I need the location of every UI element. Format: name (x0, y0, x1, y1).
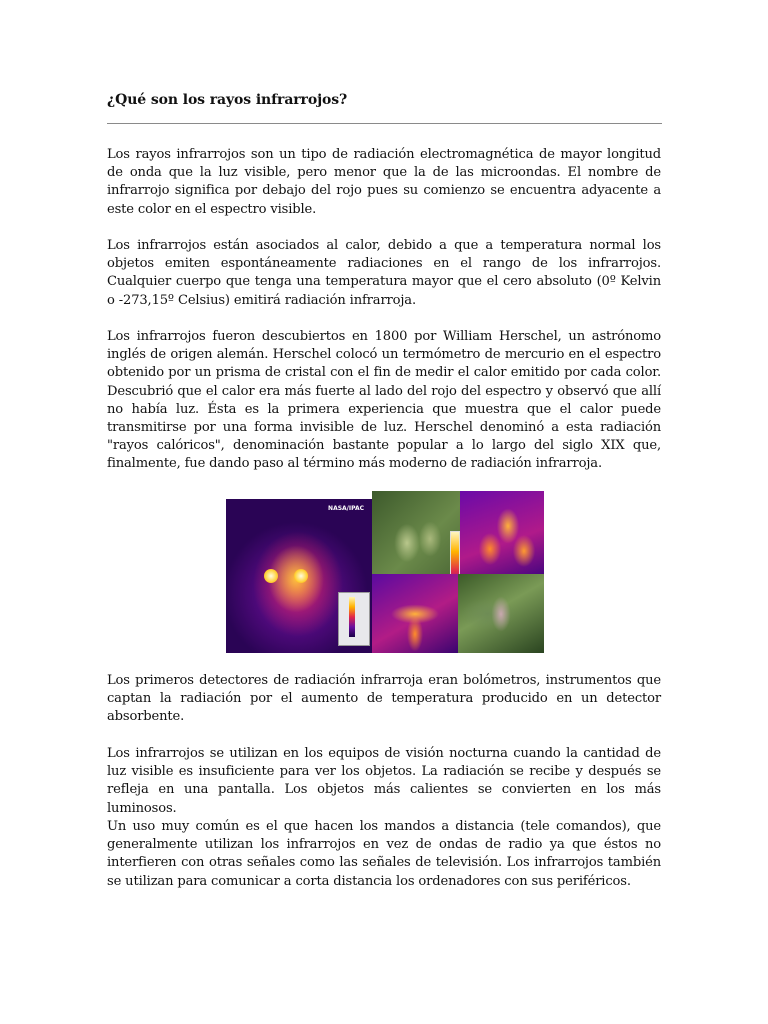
paragraph-3: Los infrarrojos fueron descubiertos en 1800 por William Herschel, un astrónomo inglés de origen alemán. Herschel colocó un termómetro de mercurio en el espectro obtenido por un prisma de cristal con el fin de medir el calor emitido por cada color. Descubrió que el calor era más fuerte al lado del rojo del espectro y observó que allí no había luz. Ésta es la primera experiencia que muestra que el calor puede transmitirse por una forma invisible de luz. Herschel denominó a esta radiación "rayos calóricos", denominación bastante popular a lo largo del siglo XIX que, finalmente, fue dando paso al término más moderno de radiación infrarroja. (107, 329, 661, 472)
temperature-scale (338, 592, 370, 646)
pine-cone-visible-image (372, 491, 544, 574)
thermal-dog-image (226, 499, 372, 653)
paragraph-6: Un uso muy común es el que hacen los mandos a distancia (tele comandos), que generalmente utilizan los infrarrojos en vez de ondas de radio ya que éstos no interfieren con otras señales como las señales de televisión. Los infrarrojos también se utilizan para comunicar a corta distancia los ordenadores con sus periféricos. (107, 819, 661, 889)
paragraph-2: Los infrarrojos están asociados al calor, debido a que a temperatura normal los objetos emiten espontáneamente radiaciones en el rango de los infrarrojos. Cualquier cuerpo que tenga una temperatura mayor que el cero absoluto (0º Kelvin o -273,15º Celsius) emitirá radiación infrarroja. (107, 238, 661, 308)
infrared-images-figure (226, 491, 544, 653)
title-divider (107, 123, 662, 124)
page-title: ¿Qué son los rayos infrarrojos? (107, 92, 348, 108)
figure-credit-label: NASA/IPAC (328, 505, 364, 512)
dog-eye-left (264, 569, 278, 583)
pine-cone-thermal-image (460, 491, 544, 574)
paragraph-4: Los primeros detectores de radiación infrarroja eran bolómetros, instrumentos que captan la radiación por el aumento de temperatura producido en un detector absorbente. (107, 673, 661, 725)
paragraph-5: Los infrarrojos se utilizan en los equipos de visión nocturna cuando la cantidad de luz visible es insuficiente para ver los objetos. La radiación se recibe y después se refleja en una pantalla. Los objetos más calientes se convierten en los más luminosos. (107, 746, 661, 816)
pine-flower-thermal-image (372, 574, 458, 653)
paragraph-1: Los rayos infrarrojos son un tipo de radiación electromagnética de mayor longitud de onda que la luz visible, pero menor que la de las microondas. El nombre de infrarrojo significa por debajo del rojo pues su comienzo se encuentra adyacente a este color en el espectro visible. (107, 147, 661, 217)
dog-eye-right (294, 569, 308, 583)
temperature-scale-bar (349, 597, 355, 637)
pine-flower-visible-image (458, 574, 544, 653)
